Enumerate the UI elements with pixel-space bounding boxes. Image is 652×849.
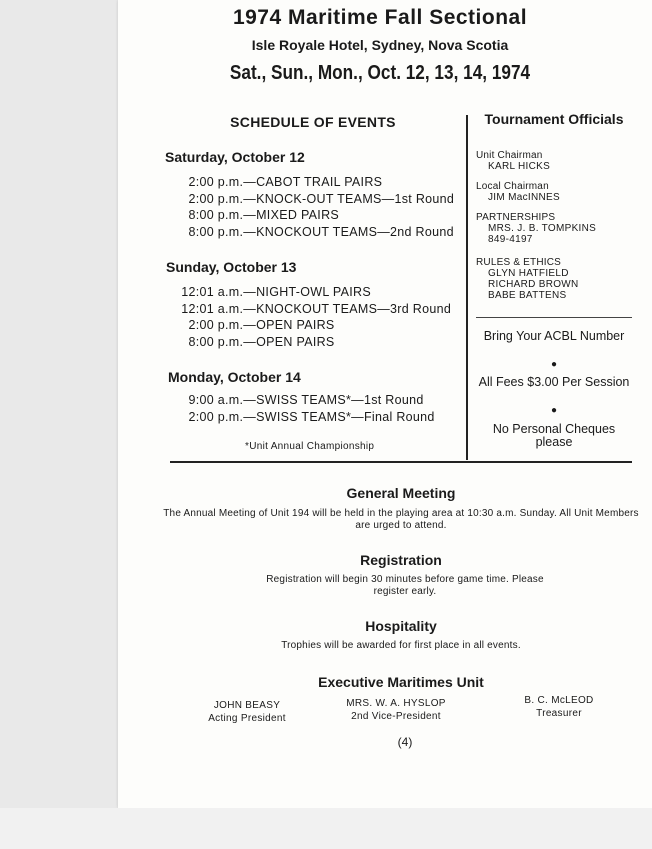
event-row <box>168 409 435 426</box>
hospitality-text: Trophies will be awarded for first place in all events. <box>281 640 521 651</box>
sunday-events <box>168 284 451 350</box>
event-time: 8:00 <box>188 334 214 349</box>
bullet-dot: ● <box>550 405 558 416</box>
general-meeting-heading: General Meeting <box>346 485 456 501</box>
cheques-note: No Personal Cheques please <box>492 422 616 449</box>
venue-line: Isle Royale Hotel, Sydney, Nova Scotia <box>251 37 509 53</box>
event-row <box>168 334 451 351</box>
official-group-unit-chairman <box>476 150 550 172</box>
official-phone: 849-4197 <box>488 234 533 245</box>
member-role: 2nd Vice-President <box>351 711 441 722</box>
event-desc: p.m.—CABOT TRAIL PAIRS <box>217 175 383 189</box>
event-desc: a.m.—KNOCKOUT TEAMS—3rd Round <box>217 301 452 316</box>
event-desc: a.m.—SWISS TEAMS*—1st Round <box>217 393 424 407</box>
event-row <box>168 317 451 334</box>
event-time: 8:00 <box>188 224 214 239</box>
executive-member <box>484 694 634 720</box>
event-desc: p.m.—OPEN PAIRS <box>217 334 335 349</box>
event-time: 12:01 <box>181 285 214 299</box>
official-name: BABE BATTENS <box>488 290 567 301</box>
general-meeting-text: The Annual Meeting of Unit 194 will be held in the playing area at 10:30 a.m. Sunday. All Unit Members are urged to attend. <box>163 508 639 531</box>
footnote: *Unit Annual Championship <box>245 441 375 452</box>
acbl-note: Bring Your ACBL Number <box>483 329 625 343</box>
registration-text: Registration will begin 30 minutes before game time. Please register early. <box>266 574 544 597</box>
sidebar-divider <box>476 317 632 318</box>
event-desc: p.m.—OPEN PAIRS <box>217 318 335 332</box>
event-row <box>168 191 454 208</box>
official-group-local-chairman <box>476 181 560 203</box>
member-name: MRS. W. A. HYSLOP <box>346 698 446 709</box>
day-heading-saturday: Saturday, October 12 <box>165 149 305 165</box>
registration-heading: Registration <box>360 552 442 568</box>
official-name: RICHARD BROWN <box>488 279 579 290</box>
official-group-partnerships <box>476 212 596 245</box>
day-heading-sunday: Sunday, October 13 <box>166 259 297 275</box>
official-role-label: Unit Chairman <box>476 150 543 161</box>
event-time: 2:00 <box>188 409 214 424</box>
day-heading-monday: Monday, October 14 <box>168 369 301 385</box>
official-name: GLYN HATFIELD <box>488 268 569 279</box>
event-desc: p.m.—KNOCKOUT TEAMS—2nd Round <box>217 224 454 239</box>
officials-heading: Tournament Officials <box>484 111 624 127</box>
fees-note: All Fees $3.00 Per Session <box>478 375 630 389</box>
monday-events <box>168 392 435 425</box>
member-role: Acting President <box>208 713 286 724</box>
saturday-events <box>168 174 454 240</box>
official-role-label: PARTNERSHIPS <box>476 212 556 223</box>
event-desc: p.m.—MIXED PAIRS <box>217 208 340 222</box>
official-group-rules-ethics <box>476 257 579 301</box>
official-role-label: Local Chairman <box>476 181 549 192</box>
event-desc: p.m.—SWISS TEAMS*—Final Round <box>217 409 435 424</box>
dates-line: Sat., Sun., Mon., Oct. 12, 13, 14, 1974 <box>229 62 531 84</box>
event-row <box>168 224 454 241</box>
bullet-dot: ● <box>550 359 558 370</box>
event-desc: p.m.—KNOCK-OUT TEAMS—1st Round <box>217 191 455 206</box>
document-title: 1974 Maritime Fall Sectional <box>232 6 528 29</box>
executive-member <box>172 699 322 725</box>
event-time: 8:00 <box>188 208 214 222</box>
page-bottom-margin <box>0 808 652 849</box>
official-name: MRS. J. B. TOMPKINS <box>488 223 597 234</box>
event-row <box>168 392 435 409</box>
event-row <box>168 207 454 224</box>
official-name: JIM MacINNES <box>488 192 560 203</box>
vertical-divider <box>466 115 468 460</box>
page-number: (4) <box>397 735 413 749</box>
member-role: Treasurer <box>536 708 582 719</box>
member-name: JOHN BEASY <box>213 700 281 711</box>
event-time: 2:00 <box>188 318 214 332</box>
event-row <box>168 301 451 318</box>
official-name: KARL HICKS <box>488 161 551 172</box>
horizontal-divider <box>170 461 632 463</box>
event-time: 9:00 <box>188 393 214 407</box>
event-time: 2:00 <box>188 175 214 189</box>
event-time: 2:00 <box>188 191 214 206</box>
member-name: B. C. McLEOD <box>524 695 594 706</box>
hospitality-heading: Hospitality <box>365 618 437 634</box>
executive-heading: Executive Maritimes Unit <box>318 674 484 690</box>
executive-member <box>321 697 471 723</box>
official-role-label: RULES & ETHICS <box>476 257 562 268</box>
event-row <box>168 284 451 301</box>
event-row <box>168 174 454 191</box>
schedule-heading: SCHEDULE OF EVENTS <box>230 114 396 130</box>
event-time: 12:01 <box>181 301 214 316</box>
event-desc: a.m.—NIGHT-OWL PAIRS <box>217 285 372 299</box>
